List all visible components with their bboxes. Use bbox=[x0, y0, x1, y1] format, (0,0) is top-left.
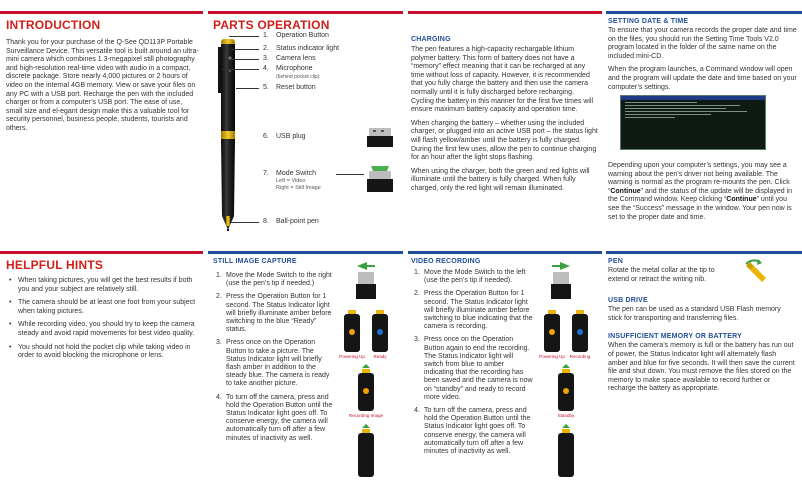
charging-heading: CHARGING bbox=[411, 36, 451, 43]
part-number: 1. bbox=[263, 32, 269, 39]
step-item: Press the Operation Button for 1 second. The Status Indicator light will briefly illuminate amber before switching to blue indicating that the camera is recording. bbox=[424, 290, 533, 331]
part-label: USB plug bbox=[276, 133, 306, 140]
part-item-mode-switch bbox=[263, 170, 316, 177]
setting-date-time-text bbox=[608, 27, 798, 92]
usb-drive-text: The pen can be used as a standard USB Flash memory stick for transporting and transferring files. bbox=[608, 306, 781, 322]
datetime-text-part: ” until you see the “Success” message in the window. Your pen now is set to the proper date and time. bbox=[608, 196, 792, 221]
datetime-paragraph: To ensure that your camera records the proper date and time on the files, you should run the Setting Time Tools V2.0 program located in the folder of the same name on the included mini-CD. bbox=[608, 27, 797, 60]
pen-heading: PEN bbox=[608, 258, 623, 265]
part-label: Reset button bbox=[276, 84, 316, 91]
ball-point-tip-part bbox=[227, 229, 229, 231]
part-number: 4. bbox=[263, 65, 269, 72]
step-item: Press once on the Operation Button again to end the recording. The Status Indicator light will switch from blue to amber indicating that the recording has been saved and the camera is now on “standby” and ready to record more video. bbox=[424, 336, 533, 401]
charging-paragraph: When charging the battery – whether using the included charger, or plugged into an active USB port – the status light will flash yellow/amber until the battery is fully charged. During the first few uses, allow the pen to continue charging for an hour after the light stops flashing. bbox=[411, 119, 598, 162]
helpful-hints-panel bbox=[0, 251, 203, 487]
part-number: 8. bbox=[263, 218, 269, 225]
part-number: 5. bbox=[263, 84, 269, 91]
hint-item: • The camera should be at least one foot from your subject when taking pictures. bbox=[9, 299, 199, 316]
amber-indicator-icon bbox=[363, 388, 369, 394]
camera-lens-part bbox=[229, 70, 231, 72]
still-image-capture-heading: STILL IMAGE CAPTURE bbox=[213, 258, 297, 265]
still-powering-up-pen bbox=[340, 310, 364, 352]
leader-line bbox=[231, 49, 259, 50]
still-steps bbox=[216, 272, 334, 443]
video-recording-heading: VIDEO RECORDING bbox=[411, 258, 481, 265]
still-powering-up-label: Powering Up bbox=[339, 354, 365, 359]
hint-item: • When taking pictures, you will get the best results if both you and your subject are relatively still. bbox=[9, 277, 199, 294]
hint-item: • While recording video, you should try to keep the camera steady and avoid rapid movements for best video quality. bbox=[9, 321, 199, 338]
introduction-text: Thank you for your purchase of the Q-See QD113P Portable Surveillance Device. This versatile tool is built around an ultra-mini camera which combines 1.3-megapixel still photography and high-resolution real-time video with audio in a compact, discrete package. Store nearly 4,000 pictures or 2 hours of video on the internal 4GB memory. View or save your files on any PC with a USB port. Recharge the pen with the included charger or from a computer’s USB port. The ease of use, small size and el-egant design make this a valuable tool for security personnel, business people, students, tourists and others. bbox=[6, 39, 199, 132]
part-label: Microphone bbox=[276, 65, 313, 72]
mode-switch-left-note: Left = Video bbox=[276, 178, 306, 184]
usb-plug-illustration bbox=[365, 126, 395, 148]
pen-tip-rotate-illustration bbox=[740, 256, 770, 286]
usb-drive-heading: USB DRIVE bbox=[608, 297, 648, 305]
part-item-ball-point-pen bbox=[263, 218, 319, 225]
video-mode-switch-illustration bbox=[550, 262, 572, 300]
mode-switch-illustration bbox=[365, 164, 395, 194]
part-label: Ball-point pen bbox=[276, 218, 319, 225]
part-label: Status indicator light bbox=[276, 45, 340, 52]
video-powering-up-pen bbox=[540, 310, 564, 352]
leader-line bbox=[231, 59, 259, 60]
video-standby-pen bbox=[554, 364, 578, 412]
part-item-microphone bbox=[263, 65, 313, 72]
datetime-text-part: ” and the status of the update will be displayed in the Command window. Keep clicking “ bbox=[608, 187, 793, 204]
part-number: 6. bbox=[263, 133, 269, 140]
part-item-status-light bbox=[263, 45, 339, 52]
pen-text: Rotate the metal collar at the tip to extend or retract the writing nib. bbox=[608, 267, 715, 283]
introduction-panel bbox=[0, 11, 203, 234]
pen-illustration bbox=[208, 11, 268, 236]
leader-line bbox=[231, 222, 259, 223]
step-item: Press the Operation Button for 1 second. The Status Indicator light will briefly illuminate amber before switching to the blue “Ready” status. bbox=[226, 293, 332, 334]
charging-text bbox=[411, 46, 598, 194]
step-item: Press once on the Operation Button to take a picture. The Status Indicator light will briefly flash amber in addition to the steady blue. The camera is ready to take another picture. bbox=[226, 339, 330, 388]
part-item-operation-button bbox=[263, 32, 329, 39]
hints-list bbox=[9, 277, 199, 361]
part-item-usb-plug bbox=[263, 133, 306, 140]
memory-heading: INSUFFICIENT MEMORY OR BATTERY bbox=[608, 333, 742, 341]
leader-line bbox=[336, 174, 364, 175]
microphone-note: (behind pocket clip) bbox=[276, 74, 320, 80]
part-number: 7. bbox=[263, 170, 269, 177]
blue-indicator-icon bbox=[577, 329, 583, 335]
amber-indicator-icon bbox=[349, 329, 355, 335]
part-item-reset-button bbox=[263, 84, 316, 91]
leader-line bbox=[236, 88, 259, 89]
still-recording-pen bbox=[354, 364, 378, 412]
command-window-screenshot bbox=[620, 95, 766, 150]
amber-indicator-icon bbox=[563, 388, 569, 394]
setting-date-time-heading: SETTING DATE & TIME bbox=[608, 18, 689, 25]
part-item-camera-lens bbox=[263, 55, 316, 62]
blue-indicator-icon bbox=[377, 329, 383, 335]
amber-indicator-icon bbox=[549, 329, 555, 335]
still-mode-switch-illustration bbox=[355, 262, 377, 300]
introduction-heading: INTRODUCTION bbox=[6, 18, 101, 32]
part-number: 2. bbox=[263, 45, 269, 52]
datetime-text-part: Depending upon your computer’s settings, you may see a warning about the pen’s driver not being available. The warning is normal as the program re-mounts the pen. Click “ bbox=[608, 162, 790, 195]
charging-panel bbox=[408, 11, 602, 234]
video-standby-label: Standby bbox=[557, 413, 575, 418]
part-label: Mode Switch bbox=[276, 170, 317, 177]
helpful-hints-heading: HELPFUL HINTS bbox=[6, 258, 104, 272]
still-recording-label: Recording Image bbox=[348, 413, 384, 418]
video-powering-up-label: Powering Up bbox=[539, 354, 565, 359]
mode-switch-right-note: Right = Still Image bbox=[276, 185, 321, 191]
continue-emphasis: Continue bbox=[726, 196, 757, 204]
step-item: Move the Mode Switch to the left (use the pen’s tip if needed). bbox=[424, 269, 526, 285]
hint-item: • You should not hold the pocket clip while taking video in order to avoid blocking the microphone or lens. bbox=[9, 344, 199, 361]
datetime-warning-text bbox=[608, 162, 798, 222]
part-number: 3. bbox=[263, 55, 269, 62]
still-ready-pen bbox=[368, 310, 392, 352]
leader-line bbox=[229, 36, 259, 37]
charging-paragraph: When using the charger, both the green and red lights will illuminate until the battery is fully charged. When fully charged, only the red light will remain illuminated. bbox=[411, 167, 590, 192]
parts-operation-heading: PARTS OPERATION bbox=[213, 18, 330, 32]
continue-emphasis: Continue bbox=[610, 187, 641, 195]
part-label: Camera lens bbox=[276, 55, 316, 62]
video-power-off-pen bbox=[554, 424, 578, 478]
part-label: Operation Button bbox=[276, 32, 329, 39]
still-ready-label: Ready bbox=[373, 354, 387, 359]
memory-text: When the camera’s memory is full or the battery has run out of power, the Status Indicator light will alternately flash amber and blue for five seconds. It will then save the current file and shut down. You must remove the files stored on the memory to make space available to record further or recharge the battery as appropriate. bbox=[608, 342, 795, 393]
pen-usb-memory-panel bbox=[606, 251, 802, 487]
step-item: Move the Mode Switch to the right (use the pen’s tip if needed.) bbox=[226, 272, 332, 288]
video-recording-pen bbox=[568, 310, 592, 352]
step-item: To turn off the camera, press and hold the Operation Button until the Status Indicator light goes off. To conserve energy, the camera will automatically turn off after a few minutes of inactivity as well. bbox=[424, 407, 531, 456]
video-recording-label: Recording bbox=[569, 354, 591, 359]
step-item: To turn off the camera, press and hold the Operation Button until the Status Indicator light goes off. To conserve energy, the camera will automatically turn off after a few minutes of inactivity as well. bbox=[226, 393, 333, 442]
charging-paragraph: The pen features a high-capacity rechargable lithium polymer battery. This form of battery does not have a “memory” effect meaning that it can be recharged at any time without loss of capacity. However, it is recommended that you fully charge the battery and then use the camera normally until it is fully discharged before recharging. Cycling the battery in this manner for the first five times will ensure maximum battery capacity and operation time. bbox=[411, 46, 594, 114]
still-power-off-pen bbox=[354, 424, 378, 478]
video-steps bbox=[414, 269, 534, 456]
leader-line bbox=[222, 69, 259, 70]
datetime-paragraph: When the program launches, a Command window will open and the program will update the date and time based on your computer’s settings. bbox=[608, 66, 797, 91]
